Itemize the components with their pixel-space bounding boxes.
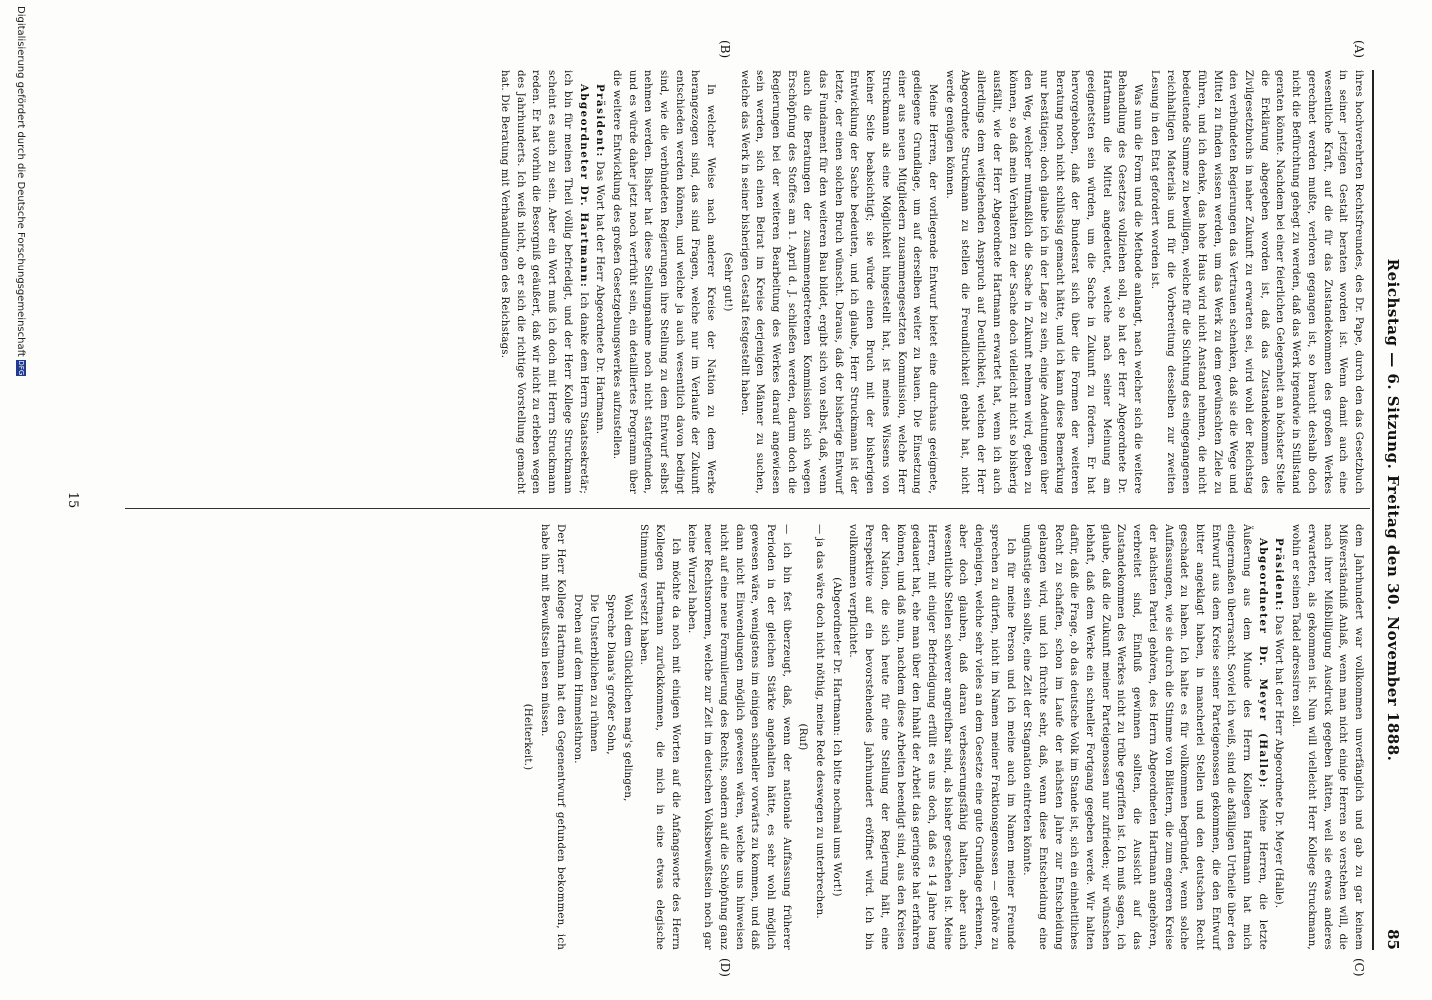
speaker-text: Ich danke dem Herrn Staatssekretär; ich bin für meinen Theil völlig befriedigt, und der Herr Kollege Struckmann scheint es auch zu sein. Aber ein Wort muß ich doch mit Herrn Struckmann reden. Er hat vorhin die Besorgniß geäußert, daß wir nicht zu erleben wegen des Jahrhunderts. Ich weiß nicht, ob er sich die richtige Vorstellung gemacht hat. Die Beratung mit Verhandlungen des Reichstags. — [499, 70, 589, 494]
right-paragraph: Der Herr Kollege Hartmann hat den Gegenentwurf gefunden bekommen, ich habe ihn mit Bewußtsein lesen müssen. — [539, 524, 566, 950]
speaker-label: Abgeordneter Dr. Meyer (Halle): — [1256, 538, 1269, 789]
column-divider — [125, 508, 1370, 509]
right-column — [519, 524, 1366, 950]
president-text: Das Wort hat der Herr Abgeordnete Dr. Hartmann. — [594, 161, 606, 435]
running-header — [1378, 70, 1402, 950]
margin-mark-d: (D) — [718, 958, 732, 977]
right-paragraph: — ja das wäre doch nicht nöthig, meine Rede deswegen zu unterbrechen. — [814, 524, 826, 919]
margin-mark-c: (C) — [1352, 958, 1366, 977]
verse-line: Wohl dem Glücklichen mag's gelingen, — [621, 594, 633, 802]
digitization-credit — [15, 6, 26, 376]
dfg-logo-icon: DFG — [17, 360, 25, 376]
left-paragraph: In welcher Weise nach anderer Kreise der Nation zu dem Werke herangezogen sind, das sind Fragen, welche nur im Verlaufe der Zukunft entschieden werden können, und welche ja auch wesentlich davon bedingt sind, wie die verbündeten Regierungen ihre Stellung zu dem Entwurf selbst nehmen werden. Bisher hat diese Stellungnahme noch nicht stattgefunden, und es würde daher jetzt noch verfrüht sein, ein detailliertes Programm über die weitere Entwicklung des großen Gesetzgebungswerkes aufzustellen. — [610, 70, 717, 494]
left-paragraph: Meine Herren, der vorliegende Entwurf bietet eine durchaus geeignete, gediegene Grundlage, um auf derselben weiter zu bauen. Die Einsetzung einer aus neuen Mitgliedern zusammengesetzten Kommission, welche Herr Struckmann als eine Möglichkeit hingestellt hat, ist meines Wissens von keiner Seite beabsichtigt; sie würde einen Bruch mit der bisherigen Entwicklung der Sache bedeuten, und ich glaube, Herr Struckmann ist der letzte, der einen solchen Bruch wünscht. Daraus, daß der bisherige Entwurf das Fundament für den weiteren Bau bildet, ergibt sich von selbst, daß, wenn auch die Beratungen der zusammengetretenen Kommission sich wegen Erschöpfung des Stoffes am 1. April d. J. schließen werden, darum doch die Regierungen bei der weiteren Bearbeitung des Werkes darauf angewiesen sein werden, sich einen Beirat im Kreise derjenigen Männer zu suchen, welche das Werk in seiner bisherigen Gestalt festgestellt haben. — [738, 70, 939, 494]
left-paragraph: Was nun die Form und die Methode anlangt, nach welcher sich die weitere Behandlung des Gesetzes vollziehen soll, so hat der Herr Abgeordnete Dr. Hartmann die Mittel angedeutet, welche nach seiner Meinung am geeignetsten sein würden, um die Sache in Zukunft zu fördern. Er hat hervorgehoben, daß der Bundesrat sich über die Formen der weiteren Beratung noch nicht schlüssig gemacht hätte, und ich kann diese Bemerkung nur bestätigen; doch glaube ich in der Lage zu sein, einige Andeutungen über den Weg, welcher mutmaßlich die Sache in Zukunft nehmen wird, geben zu können, so daß mein Verhalten zu der Sache doch vielleicht nicht so bisherig ausfällt, wie der Herr Abgeordnete Hartmann erwartet hat, wenn ich auch allerdings dem weitgehenden Anspruch auf Deutlichkeit, welchen der Herr Abgeordnete Struckmann zu stellen die Freundlichkeit gehabt hat, nicht werde genügen können. — [943, 70, 1144, 494]
right-paragraph: Ich möchte da noch mit einigen Worten auf die Anfangsworte des Herrn Kollegen Hartmann zurückkommen, die mich in eine etwas elegische Stimmung versetzt haben. — [638, 524, 681, 950]
speaker-text: Meine Herren, die letzte Äußerung aus dem Munde des Herrn Kollegen Hartmann hat mich eingermaßen überrascht. Soviel ich weiß, sind die abfälligen Urtheile über den Entwurf aus dem Kreise seiner Parteigenossen gekommen, die den Entwurf bitter angeklagt haben, in mancherlei Stellen und den deutschen Recht geschadet zu haben. Ich halte es für vollkommen begründet, wenn solche Auffassungen, wie sie durch die Stimme von Blättern, die zum engeren Kreise der nächsten Partei gehören, des Herrn Abgeordneten Hartmann angehören, verbreitet sind, Einfluß gewinnen sollten, die Aussicht auf das Zustandekommen des Werkes nicht zu trübe gegriffen ist. Ich muß sagen, ich glaube, daß die Zukunft meiner Parteigenossen nur zufrieden; wir wünschen lebhaft, daß dem Werke ein schneller Fortgang gegeben werde. Wir halten dafür, daß die Frage, ob das deutsche Volk im Stande ist, sich ein einheitliches Recht zu schaffen, schon im Laufe der nächsten Jahre zur Entscheidung gelangen wird, und ich fürchte sehr, daß, wenn diese Entscheidung eine ungünstige sein sollte, eine Zeit der Stagnation eintreten könnte. — [1021, 524, 1268, 950]
verse-line: Die Unsterblichen zu rühmen — [588, 594, 600, 753]
credit-text: Digitalisierung gefördert durch die Deutsche Forschungsgemeinschaft — [15, 6, 26, 357]
interjection-note: (Ruf) — [797, 723, 809, 751]
president-label: Präsident: — [1273, 538, 1286, 612]
right-paragraph: — ich bin fest überzeugt, daß, wenn der nationale Auffassung früherer Perioden in der gleichen Stärke angehalten hätte, es sehr wohl möglich gewesen wäre, wenigstens im einigen schneller vorwärts zu kommen, und daß dann nicht Einwendungen möglich gewesen wären, welche uns hinweisen nicht auf eine neue Formulierung des Rechts, sondern auf die Schöpfung ganz neuer Rechtsnormen, welche zur Zeit im deutschen Volksbewußtsein noch gar keine Wurzel haben. — [686, 524, 792, 950]
footer-page-index: 15 — [65, 491, 80, 509]
president-text: Das Wort hat der Herr Abgeordnete Dr. Meyer (Halle). — [1273, 615, 1285, 909]
verse-line: Drohen auf dem Himmelsthron. — [571, 594, 583, 764]
margin-mark-a: (A) — [1352, 40, 1366, 59]
right-paragraph: Ich für meine Person und ich meine auch im Namen meiner Freunde sprechen zu dürfen, nicht im Namen meiner Fraktionsgenossen — gehöre zu denjenigen, welche sehr vieles an dem Gesetze eine gute Grundlage erkennen, aber doch glauben, daß daran verbesserungsfähig halten, aber auch wesentliche Stellen schwerer angreifbar sind, als bisher geschehen ist. Meine Herren, mit einiger Befriedigung erfüllt es uns doch, daß es 14 Jahre lang gedauert hat, ehe man über den Inhalt der Arbeit das geringste hat erfahren können, und daß nun, nachdem diese Arbeiten beendigt sind, aus den Kreisen der Nation, die sich heute für eine Stellung der Regierung hält, eine Perspektive auf ein bevorstehendes Jahrhundert eröffnet wird. Ich bin vollkommen verpflichtet. — [847, 524, 1016, 950]
laughter-note: (Heiterkeit.) — [522, 703, 534, 771]
verse-line: Spreche Diana's großer Sohn, — [604, 594, 616, 755]
speaker-label: Abgeordneter Dr. Hartmann: — [577, 84, 590, 289]
aside-note: (Abgeordneter Dr. Hartmann: Ich bitte nochmal ums Wort!) — [830, 577, 842, 897]
header-rule — [1372, 70, 1374, 950]
left-paragraph: ihres hochverehrten Rechtsfreundes, des Dr. Pape, durch den das Gesetzbuch in seiner jetzigen Gestalt beraten worden ist. Wenn damit auch eine wesentliche Kraft, auf die für das Zustandekommen des großen Werkes gerechnet werden mußte, verloren gegangen ist, so braucht deshalb doch nicht die Befürchtung gehegt zu werden, daß das Werk irgendwie in Stillstand geraten könnte. Nachdem bei einer feierlichen Gelegenheit an höchster Stelle die Erklärung abgegeben worden ist, daß das Zustandekommen des Zivilgesetzbuchs in naher Zukunft zu erwarten sei, wird wohl der Reichstag den verbündeten Regierungen das Vertrauen schenken, daß sie die Wege und Mittel zu finden wissen werden, um das Werk zu dem gewünschten Ziele zu führen, und ich denke, das hohe Haus wird nicht Anstand nehmen, die nicht bedeutende Summe zu bewilligen, welche für die Sichtung des eingegangenen reichhaltigen Materials und für die Vorbereitung desselben zur zweiten Lesung in den Etat gefordert worden ist. — [1148, 70, 1364, 494]
header-title: Reichstag — 6. Sitzung. Freitag den 30. November 1888. — [1384, 258, 1402, 762]
applause-note: (Sehr gut!) — [721, 252, 733, 312]
left-column — [495, 70, 1366, 494]
page-number: 85 — [1384, 929, 1402, 950]
margin-mark-b: (B) — [718, 40, 732, 59]
right-paragraph: dem Jahrhundert war vollkommen unverfänglich und gab zu gar keinem Mißverständniß Anlaß, wenn man nicht einige Herren so verstehen will, die nach ihrer Mißbilligung Ausdruck gegeben hätten, weil sie etwas anderes erwarteten, als gekommen ist. Nun will vielleicht Herr Kollege Struckmann, wohin er seinen Tadel adressiren soll. — [1290, 524, 1364, 950]
president-label: Präsident: — [594, 84, 607, 158]
